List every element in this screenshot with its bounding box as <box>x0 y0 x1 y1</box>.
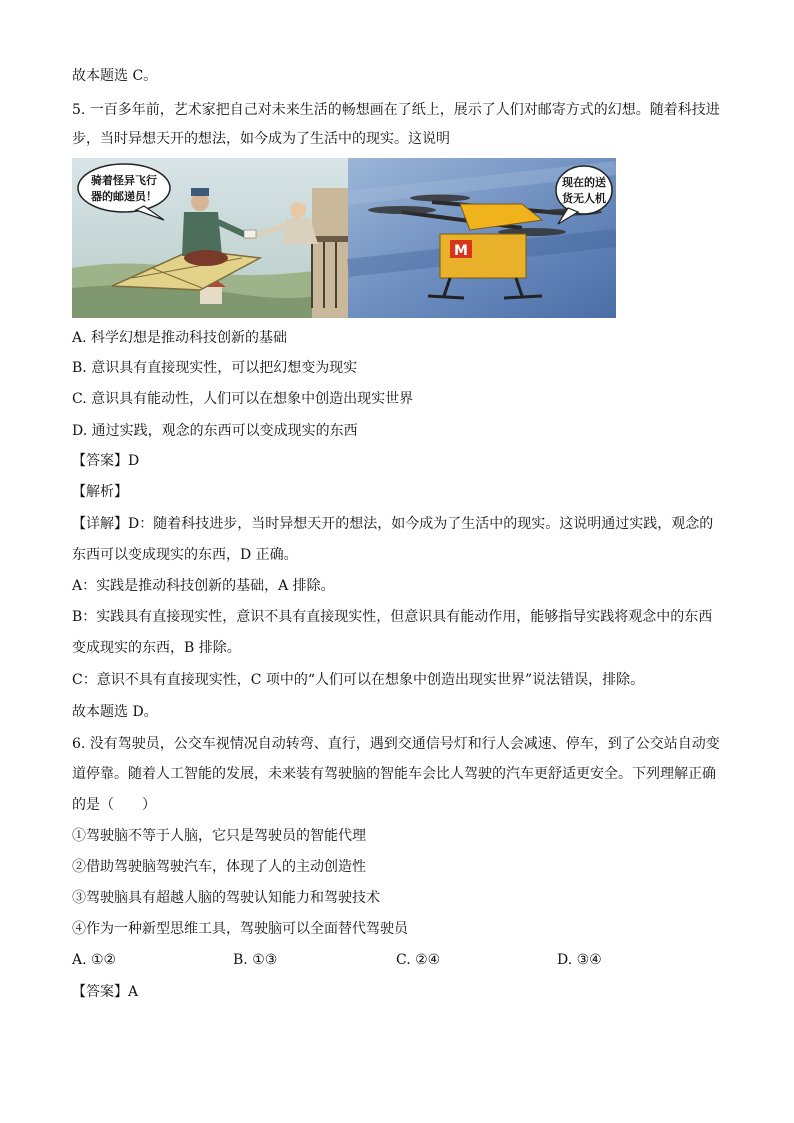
q5-stem-line1: 5. 一百多年前，艺术家把自己对未来生活的畅想画在了纸上，展示了人们对邮寄方式的幻想。随着科技进 <box>72 102 720 118</box>
q6-stem-line2: 道停靠。随着人工智能的发展，未来装有驾驶脑的智能车会比人驾驶的汽车更舒适更安全。下列理解正确 <box>72 766 716 782</box>
q6-statement-4: ④作为一种新型思维工具，驾驶脑可以全面替代驾驶员 <box>72 921 408 937</box>
q6-stem-line3: 的是（ ） <box>72 797 156 813</box>
answer-tag: 【答案】 <box>72 984 128 1000</box>
q5-option-b: B. 意识具有直接现实性，可以把幻想变为现实 <box>72 360 358 376</box>
answer-tag: 【答案】 <box>72 453 128 469</box>
q5-explain-a: A：实践是推动科技创新的基础，A 排除。 <box>72 578 335 594</box>
q5-option-c: C. 意识具有能动性，人们可以在想象中创造出现实世界 <box>72 391 414 407</box>
detail-text: D：随着科技进步，当时异想天开的想法，如今成为了生活中的现实。这说明通过实践，观念的 <box>128 516 714 532</box>
q5-conclusion: 故本题选 D。 <box>72 704 158 720</box>
q5-figure <box>72 158 616 318</box>
q6-statement-3: ③驾驶脑具有超越人脑的驾驶认知能力和驾驶技术 <box>72 890 380 906</box>
q5-explain-b-line2: 变成现实的东西，B 排除。 <box>72 640 241 656</box>
q5-explain-b-line1: B：实践具有直接现实性，意识不具有直接现实性，但意识具有能动作用，能够指导实践将观念中的东西 <box>72 609 713 625</box>
q5-detail-line1 <box>72 514 713 534</box>
q6-choice-d: D. ③④ <box>557 952 602 968</box>
package-letter: M <box>454 243 468 259</box>
right-bubble-line2: 货无人机 <box>562 192 606 205</box>
q5-detail-line2: 东西可以变成现实的东西，D 正确。 <box>72 547 298 563</box>
q6-answer <box>72 982 138 1002</box>
q6-statement-2: ②借助驾驶脑驾驶汽车，体现了人的主动创造性 <box>72 859 366 875</box>
q5-explain-c: C：意识不具有直接现实性，C 项中的“人们可以在想象中创造出现实世界”说法错误，排除。 <box>72 672 645 688</box>
delivery-drone-photo <box>348 158 616 318</box>
q6-statement-1: ①驾驶脑不等于人脑，它只是驾驶员的智能代理 <box>72 828 366 844</box>
detail-tag: 【详解】 <box>72 516 128 532</box>
left-bubble-line1: 骑着怪异飞行 <box>91 174 157 187</box>
answer-value: A <box>128 984 139 1000</box>
previous-conclusion: 故本题选 C。 <box>72 68 158 84</box>
q6-choice-a: A. ①② <box>72 952 117 968</box>
q5-option-d: D. 通过实践，观念的东西可以变成现实的东西 <box>72 423 358 439</box>
vintage-postman-illustration <box>72 158 348 318</box>
q5-option-a: A. 科学幻想是推动科技创新的基础 <box>72 330 288 346</box>
q5-answer <box>72 451 139 471</box>
analysis-tag: 【解析】 <box>72 484 128 500</box>
q5-stem-line2: 步，当时异想天开的想法，如今成为了生活中的现实。这说明 <box>72 131 450 147</box>
q6-stem-line1: 6. 没有驾驶员，公交车视情况自动转弯、直行，遇到交通信号灯和行人会减速、停车，到了公交站自动变 <box>72 736 720 752</box>
q6-choice-b: B. ①③ <box>233 952 278 968</box>
left-bubble-line2: 器的邮递员！ <box>91 190 157 203</box>
answer-value: D <box>128 453 140 469</box>
right-bubble-line1: 现在的送 <box>562 176 606 189</box>
q5-figure-svg <box>72 158 616 318</box>
q6-choice-c: C. ②④ <box>396 952 441 968</box>
